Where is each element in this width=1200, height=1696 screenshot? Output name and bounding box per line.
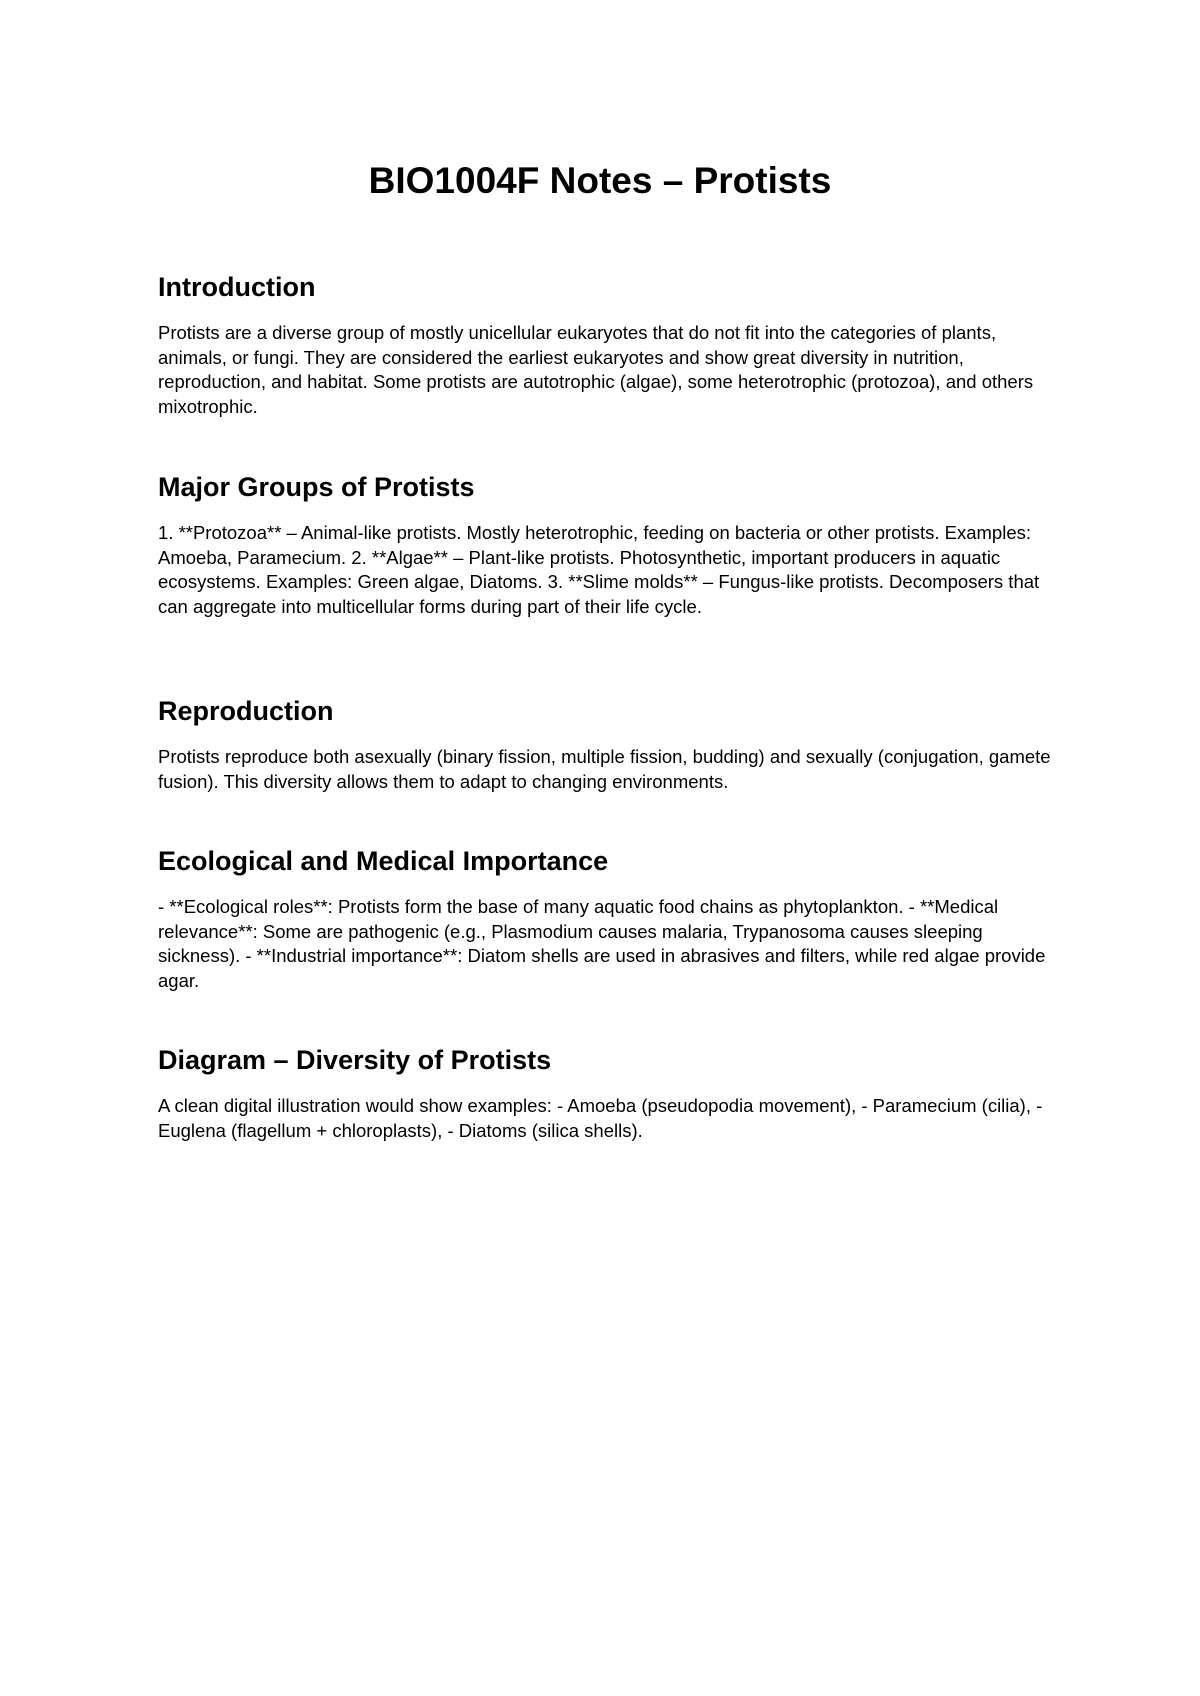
section-body: 1. **Protozoa** – Animal-like protists. Mostly heterotrophic, feeding on bacteria or other protists. Examples: Amoeba, Paramecium. 2. **Algae** – Plant-like protists. Photosynthetic, important producers in aquatic ecosystems. Examples: Green algae, Diatoms. 3. **Slime molds** – Fungus-like protists. Decomposers that can aggregate into multicellular forms during part of their life cycle. bbox=[158, 522, 1040, 617]
document-title: BIO1004F Notes – Protists bbox=[368, 160, 832, 201]
section-heading: Introduction bbox=[158, 272, 316, 302]
section-diagram bbox=[158, 1043, 1058, 1143]
section-body: A clean digital illustration would show examples: - Amoeba (pseudopodia movement), - Paramecium (cilia), - Euglena (flagellum + chloroplasts), - Diatoms (silica shells). bbox=[158, 1095, 1043, 1141]
section-major-groups bbox=[158, 470, 1058, 619]
section-reproduction bbox=[158, 694, 1058, 794]
section-body: Protists reproduce both asexually (binary fission, multiple fission, budding) and sexually (conjugation, gamete fusion). This diversity allows them to adapt to changing environments. bbox=[158, 746, 1051, 792]
section-ecological-medical bbox=[158, 844, 1058, 993]
section-introduction bbox=[158, 270, 1058, 419]
section-heading: Diagram – Diversity of Protists bbox=[158, 1045, 552, 1075]
section-body: - **Ecological roles**: Protists form the base of many aquatic food chains as phytoplankton. - **Medical relevance**: Some are pathogenic (e.g., Plasmodium causes malaria, Trypanosoma causes sleeping sickness). - **Industrial importance**: Diatom shells are used in abrasives and filters, while red algae provide agar. bbox=[158, 896, 1046, 991]
section-heading: Ecological and Medical Importance bbox=[158, 846, 609, 876]
section-body: Protists are a diverse group of mostly unicellular eukaryotes that do not fit into the categories of plants, animals, or fungi. They are considered the earliest eukaryotes and show great diversity in nutrition, reproduction, and habitat. Some protists are autotrophic (algae), some heterotrophic (protozoa), and others mixotrophic. bbox=[158, 322, 1034, 417]
section-heading: Major Groups of Protists bbox=[158, 472, 475, 502]
section-heading: Reproduction bbox=[158, 696, 334, 726]
